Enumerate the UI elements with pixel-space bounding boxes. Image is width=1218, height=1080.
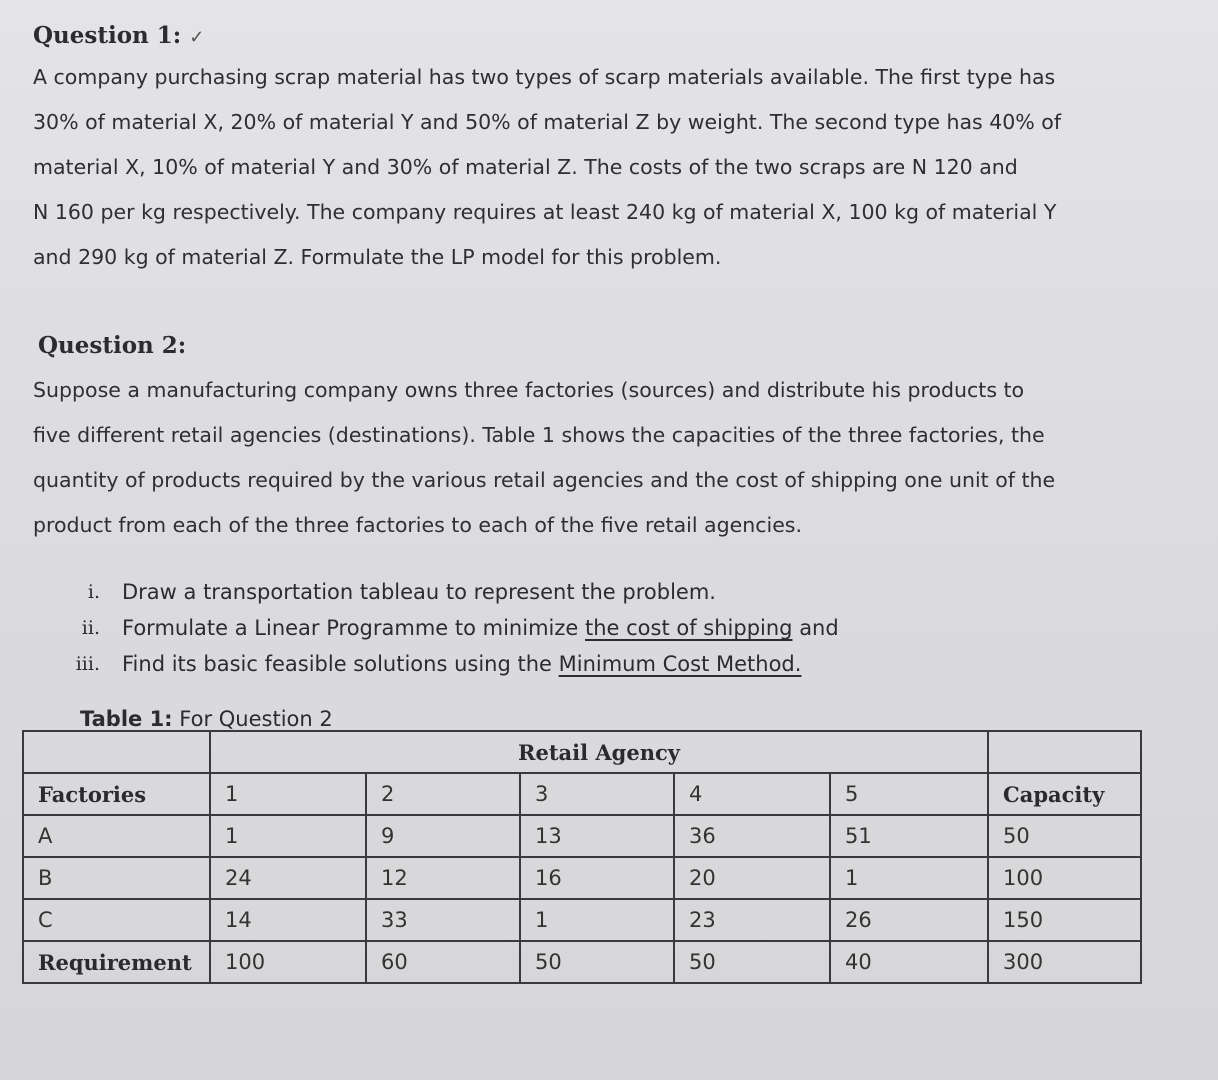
requirement-cell: 60 xyxy=(366,941,520,983)
cost-cell: 33 xyxy=(366,899,520,941)
requirement-total: 300 xyxy=(988,941,1141,983)
list-item: ii. Formulate a Linear Programme to minimize the cost of shipping and xyxy=(81,616,839,640)
q2-line: Suppose a manufacturing company owns three factories (sources) and distribute his products to xyxy=(33,378,1025,402)
cost-cell: 1 xyxy=(830,857,988,899)
table-row xyxy=(23,773,1141,815)
agency-header: 1 xyxy=(210,773,366,815)
q1-line: A company purchasing scrap material has two types of scarp materials available. The first type has xyxy=(33,65,1056,89)
agency-header: 4 xyxy=(674,773,830,815)
cost-cell: 1 xyxy=(210,815,366,857)
table-row xyxy=(23,815,1141,857)
table-row xyxy=(23,731,1141,773)
retail-agency-header: Retail Agency xyxy=(210,731,988,773)
list-item: i. Draw a transportation tableau to represent the problem. xyxy=(87,580,716,604)
cost-cell: 9 xyxy=(366,815,520,857)
task-list xyxy=(50,574,1000,682)
cost-cell: 51 xyxy=(830,815,988,857)
cost-cell: 16 xyxy=(520,857,674,899)
q1-line: 30% of material X, 20% of material Y and 50% of material Z by weight. The second type has 40% of xyxy=(33,110,1062,134)
table-row xyxy=(23,941,1141,983)
cost-cell: 24 xyxy=(210,857,366,899)
q2-line: quantity of products required by the various retail agencies and the cost of shipping one unit of the xyxy=(33,468,1056,492)
cost-cell: 20 xyxy=(674,857,830,899)
factories-label: Factories xyxy=(23,773,210,815)
capacity-label: Capacity xyxy=(988,773,1141,815)
table-caption: Table 1: For Question 2 xyxy=(80,707,333,731)
agency-header: 2 xyxy=(366,773,520,815)
question-1-text xyxy=(33,55,1193,280)
cost-cell: 13 xyxy=(520,815,674,857)
capacity-cell: 50 xyxy=(988,815,1141,857)
cost-cell: 1 xyxy=(520,899,674,941)
cost-cell: 36 xyxy=(674,815,830,857)
cost-cell: 23 xyxy=(674,899,830,941)
transportation-table xyxy=(22,730,1142,984)
requirement-cell: 100 xyxy=(210,941,366,983)
cost-cell: 14 xyxy=(210,899,366,941)
factory-name: C xyxy=(23,899,210,941)
factory-name: A xyxy=(23,815,210,857)
table-row xyxy=(23,857,1141,899)
cost-cell: 26 xyxy=(830,899,988,941)
requirement-cell: 50 xyxy=(674,941,830,983)
requirement-cell: 50 xyxy=(520,941,674,983)
cost-cell: 12 xyxy=(366,857,520,899)
factory-name: B xyxy=(23,857,210,899)
q1-line: N 160 per kg respectively. The company requires at least 240 kg of material X, 100 kg of material Y xyxy=(33,200,1057,224)
capacity-cell: 100 xyxy=(988,857,1141,899)
question-2-text xyxy=(33,368,1193,548)
agency-header: 5 xyxy=(830,773,988,815)
requirement-cell: 40 xyxy=(830,941,988,983)
q2-line: product from each of the three factories to each of the five retail agencies. xyxy=(33,513,803,537)
question-2-title: Question 2: xyxy=(38,332,187,359)
q1-line: and 290 kg of material Z. Formulate the LP model for this problem. xyxy=(33,245,722,269)
table-row xyxy=(23,899,1141,941)
question-1-title: Question 1: ✓ xyxy=(33,22,205,49)
agency-header: 3 xyxy=(520,773,674,815)
checkmark-icon: ✓ xyxy=(189,27,205,48)
capacity-cell: 150 xyxy=(988,899,1141,941)
q1-line: material X, 10% of material Y and 30% of material Z. The costs of the two scraps are N 120 and xyxy=(33,155,1018,179)
q2-line: five different retail agencies (destinations). Table 1 shows the capacities of the three factories, the xyxy=(33,423,1045,447)
list-item: iii. Find its basic feasible solutions using the Minimum Cost Method. xyxy=(75,652,802,676)
requirement-label: Requirement xyxy=(23,941,210,983)
